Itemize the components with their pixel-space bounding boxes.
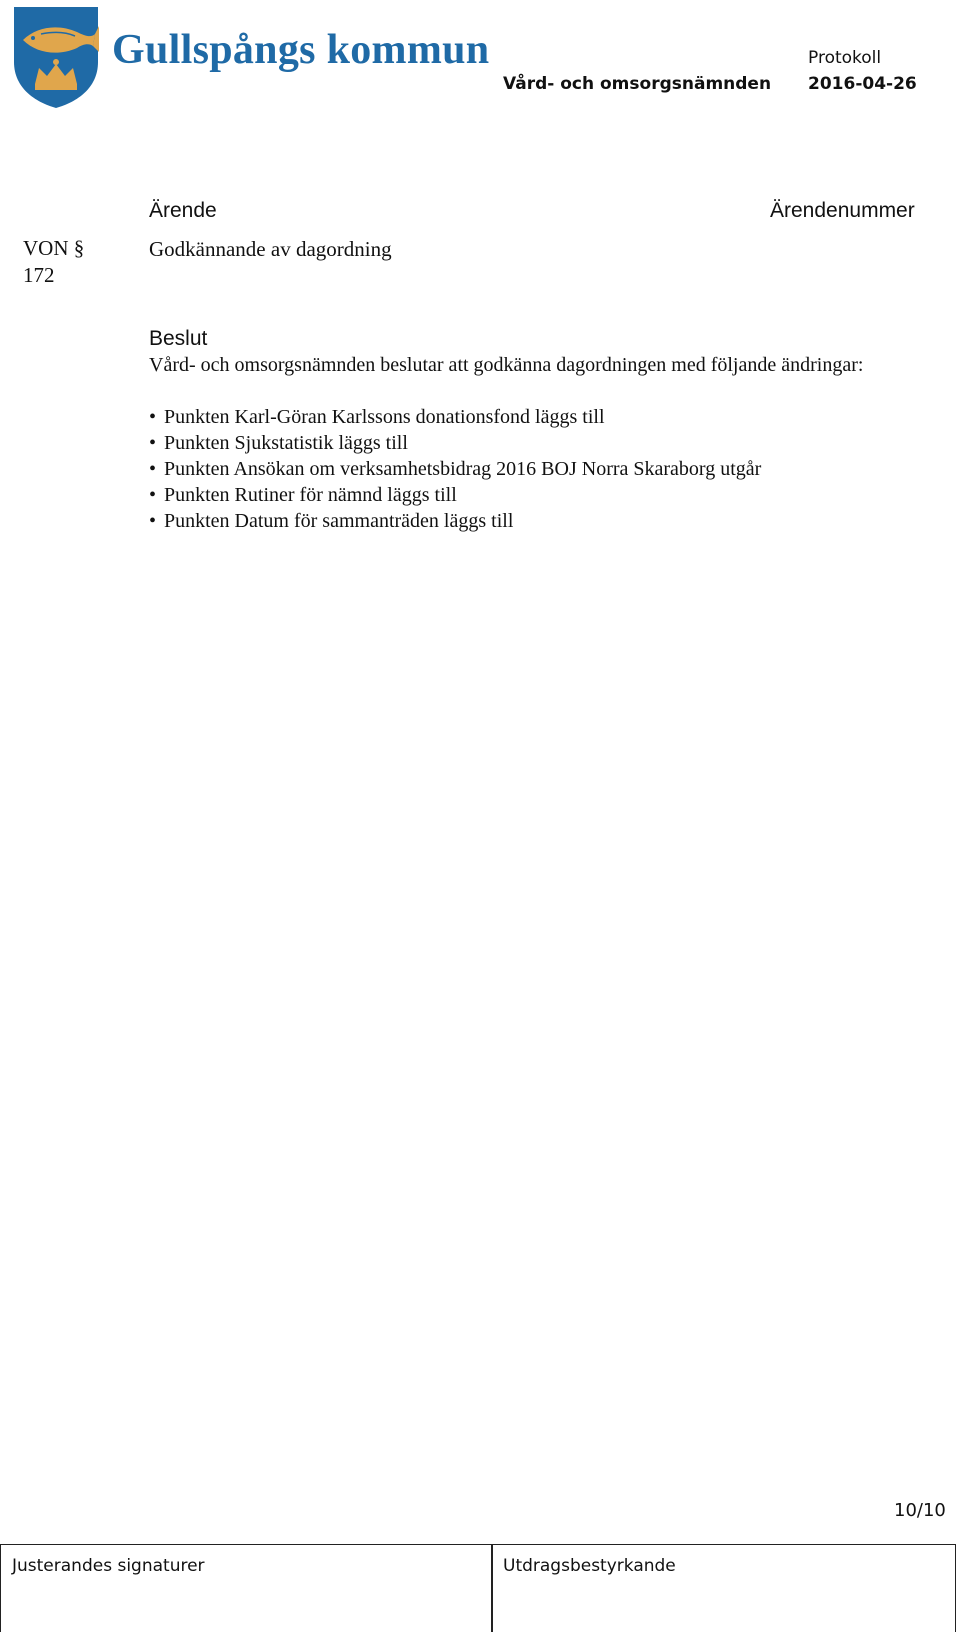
- extract-certification-label: Utdragsbestyrkande: [503, 1556, 676, 1576]
- signatures-label: Justerandes signaturer: [12, 1556, 205, 1576]
- document-type: Protokoll: [808, 48, 882, 68]
- paragraph-reference: VON § 172: [23, 236, 85, 287]
- bullet: •: [149, 458, 157, 480]
- case-number-heading: Ärendenummer: [770, 199, 915, 222]
- page-number: 10/10: [894, 1500, 946, 1521]
- list-item-text: Punkten Ansökan om verksamhetsbidrag 2016 BOJ Norra Skaraborg utgår: [164, 458, 762, 480]
- list-item: [149, 430, 761, 456]
- decision-heading: Beslut: [149, 327, 208, 350]
- list-item: [149, 456, 761, 482]
- case-title: Godkännande av dagordning: [149, 237, 392, 261]
- decision-text: Vård- och omsorgsnämnden beslutar att godkänna dagordningen med följande ändringar:: [149, 354, 864, 376]
- list-item-text: Punkten Sjukstatistik läggs till: [164, 432, 408, 454]
- list-item-text: Punkten Karl-Göran Karlssons donationsfond läggs till: [164, 406, 605, 428]
- change-list: [149, 404, 761, 534]
- bullet: •: [149, 406, 157, 428]
- coat-of-arms-icon: [11, 4, 101, 110]
- signature-box-divider: [491, 1544, 493, 1632]
- list-item: [149, 482, 761, 508]
- bullet: •: [149, 510, 157, 532]
- list-item: [149, 404, 761, 430]
- list-item: [149, 508, 761, 534]
- case-heading: Ärende: [149, 199, 217, 222]
- list-item-text: Punkten Rutiner för nämnd läggs till: [164, 484, 457, 506]
- list-item-text: Punkten Datum för sammanträden läggs till: [164, 510, 514, 532]
- meeting-date: 2016-04-26: [808, 74, 917, 94]
- municipality-name: Gullspångs kommun: [112, 27, 490, 73]
- bullet: •: [149, 432, 157, 454]
- committee-name: Vård- och omsorgsnämnden: [503, 74, 772, 94]
- bullet: •: [149, 484, 157, 506]
